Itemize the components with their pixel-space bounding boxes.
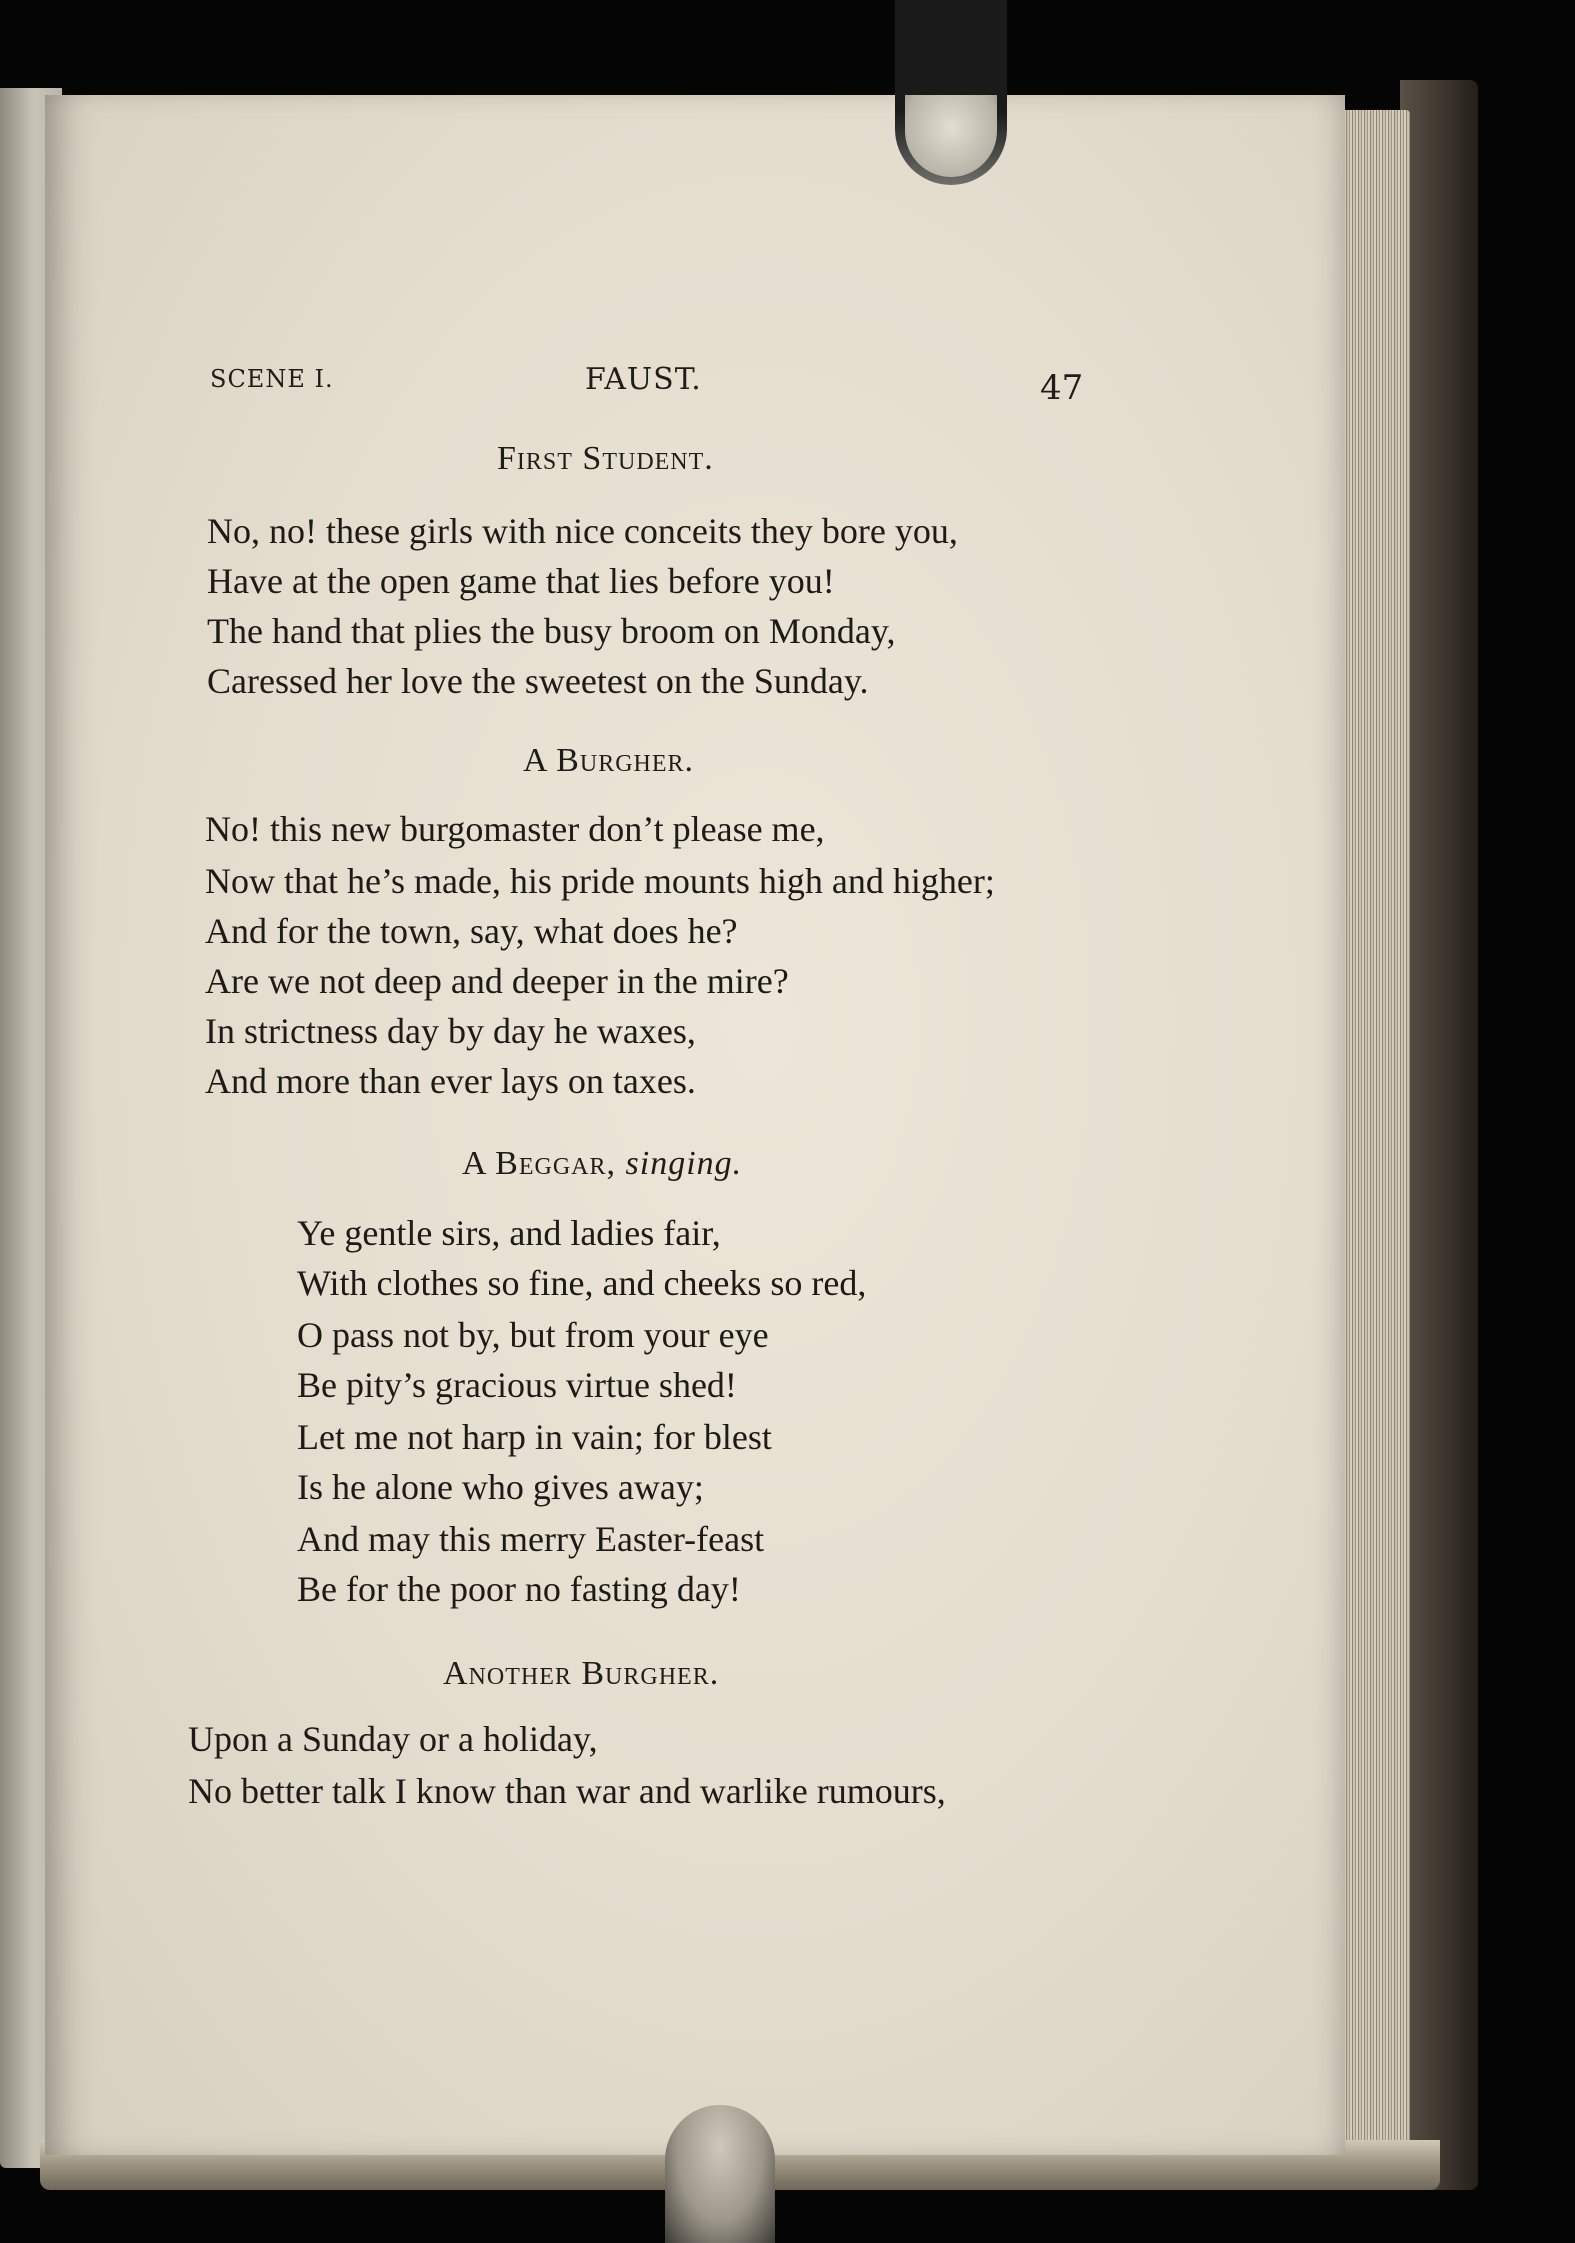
verse-line: Caressed her love the sweetest on the Sunday. [207,661,869,701]
verse-line: With clothes so fine, and cheeks so red, [297,1263,867,1303]
verse-line: No! this new burgomaster don’t please me, [205,809,825,849]
verse-line: Ye gentle sirs, and ladies fair, [297,1213,721,1253]
speaker-name: A Beggar, [462,1145,617,1182]
speaker-heading-another-burgher: Another Burgher. [443,1655,720,1692]
verse-line: No, no! these girls with nice conceits they bore you, [207,511,958,551]
verse-line: And more than ever lays on taxes. [205,1061,696,1101]
stage-direction: singing. [625,1145,743,1182]
verse-line: Have at the open game that lies before you! [207,561,835,601]
book-cover [1400,80,1478,2190]
bottom-clip [665,2105,775,2243]
verse-line: Is he alone who gives away; [297,1467,704,1507]
page-number: 47 [1040,368,1084,408]
verse-line: In strictness day by day he waxes, [205,1011,696,1051]
running-head-scene: SCENE I. [210,365,334,393]
running-head-title: FAUST. [585,362,702,397]
speaker-heading-burgher: A Burgher. [523,742,695,779]
speaker-heading-beggar [462,1145,742,1183]
verse-line: And may this merry Easter-feast [297,1519,765,1559]
verse-line: Now that he’s made, his pride mounts high and higher; [205,861,995,901]
verse-line: No better talk I know than war and warlike rumours, [188,1771,946,1811]
verse-line: Upon a Sunday or a holiday, [188,1719,598,1759]
verse-line: Let me not harp in vain; for blest [297,1417,772,1457]
verse-line: Be for the poor no fasting day! [297,1569,741,1609]
page-edges [1335,110,1410,2170]
verse-line: The hand that plies the busy broom on Monday, [207,611,896,651]
book-page [45,95,1345,2155]
verse-line: O pass not by, but from your eye [297,1315,769,1355]
speaker-heading-first-student: First Student. [497,440,714,477]
verse-line: And for the town, say, what does he? [205,911,738,951]
verse-line: Are we not deep and deeper in the mire? [205,961,789,1001]
verse-line: Be pity’s gracious virtue shed! [297,1365,737,1405]
